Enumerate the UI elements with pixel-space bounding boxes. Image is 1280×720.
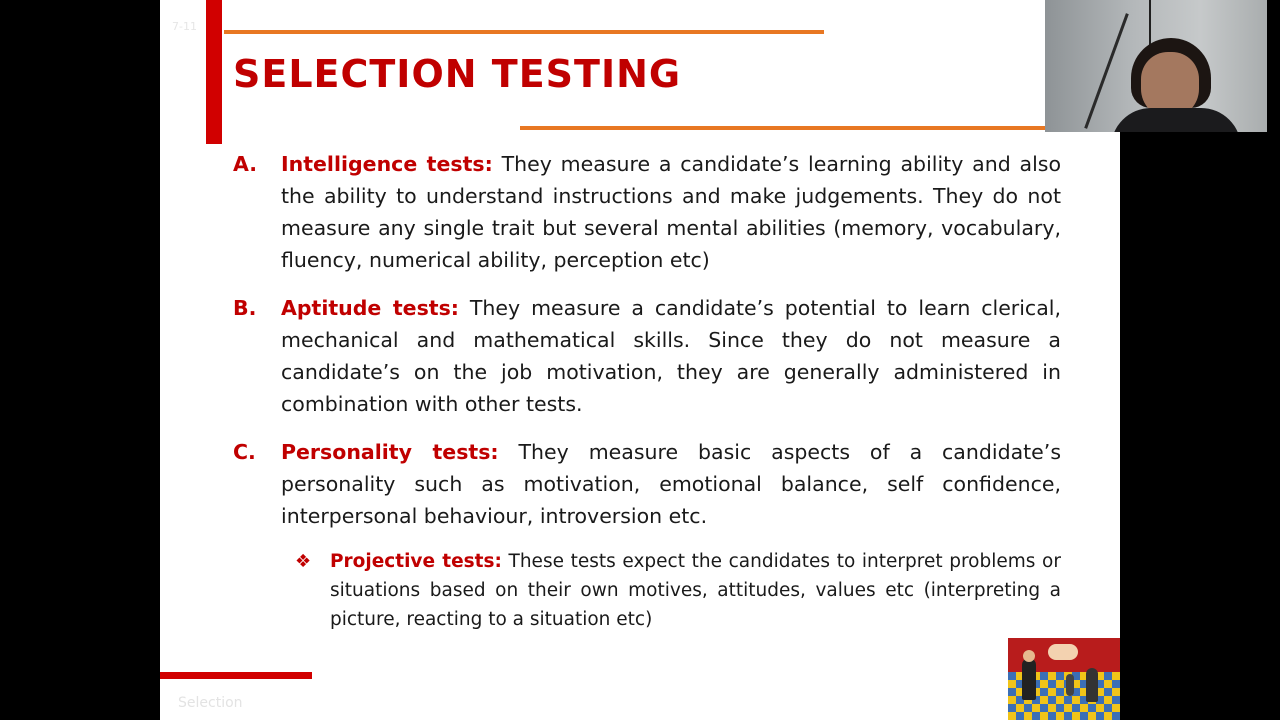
chess-piece-shape	[1066, 674, 1074, 696]
slide	[160, 0, 1120, 720]
slide-footer: Selection	[178, 695, 243, 711]
sub-item-text: These tests expect the candidates to interpret problems or situations based on their own motives, attitudes, values etc (interpreting a picture, reacting to a situation etc)	[330, 551, 1061, 630]
item-text: They measure a candidate’s learning ability and also the ability to understand instructions and make judgements. They do not measure any single trait but several mental abilities (memory, vocabulary, fluency, numerical ability, perception etc)	[281, 152, 1061, 272]
item-letter: B.	[233, 296, 257, 320]
diamond-bullet-icon: ❖	[295, 551, 312, 572]
figure-shape	[1022, 658, 1036, 700]
hand-shape	[1048, 644, 1078, 660]
bottom-accent-bar	[160, 672, 312, 679]
webcam-video-overlay	[1045, 0, 1267, 132]
mid-orange-rule	[520, 126, 1120, 130]
chess-clipart-image	[1008, 638, 1120, 720]
top-orange-rule	[224, 30, 824, 34]
item-letter: C.	[233, 440, 256, 464]
figure-shape	[1086, 668, 1098, 702]
list-item-personality-tests	[233, 436, 1061, 532]
item-text: They measure basic aspects of a candidate’s personality such as motivation, emotional balance, self confidence, interpersonal behaviour, introversion etc.	[281, 440, 1061, 528]
sub-item-term: Projective tests:	[330, 551, 502, 572]
item-term: Personality tests:	[281, 440, 499, 464]
item-letter: A.	[233, 152, 258, 176]
item-term: Intelligence tests:	[281, 152, 493, 176]
title-accent-bar	[206, 0, 222, 144]
sub-item-projective-tests	[295, 547, 1061, 634]
item-text: They measure a candidate’s potential to learn clerical, mechanical and mathematical skills. Since they do not measure a candidate’s on the job motivation, they are generally administered in combination with other tests.	[281, 296, 1061, 416]
item-term: Aptitude tests:	[281, 296, 459, 320]
slide-title: SELECTION TESTING	[233, 52, 682, 96]
list-item-aptitude-tests	[233, 292, 1061, 420]
slide-number: 7-11	[172, 20, 197, 33]
list-item-intelligence-tests	[233, 148, 1061, 276]
